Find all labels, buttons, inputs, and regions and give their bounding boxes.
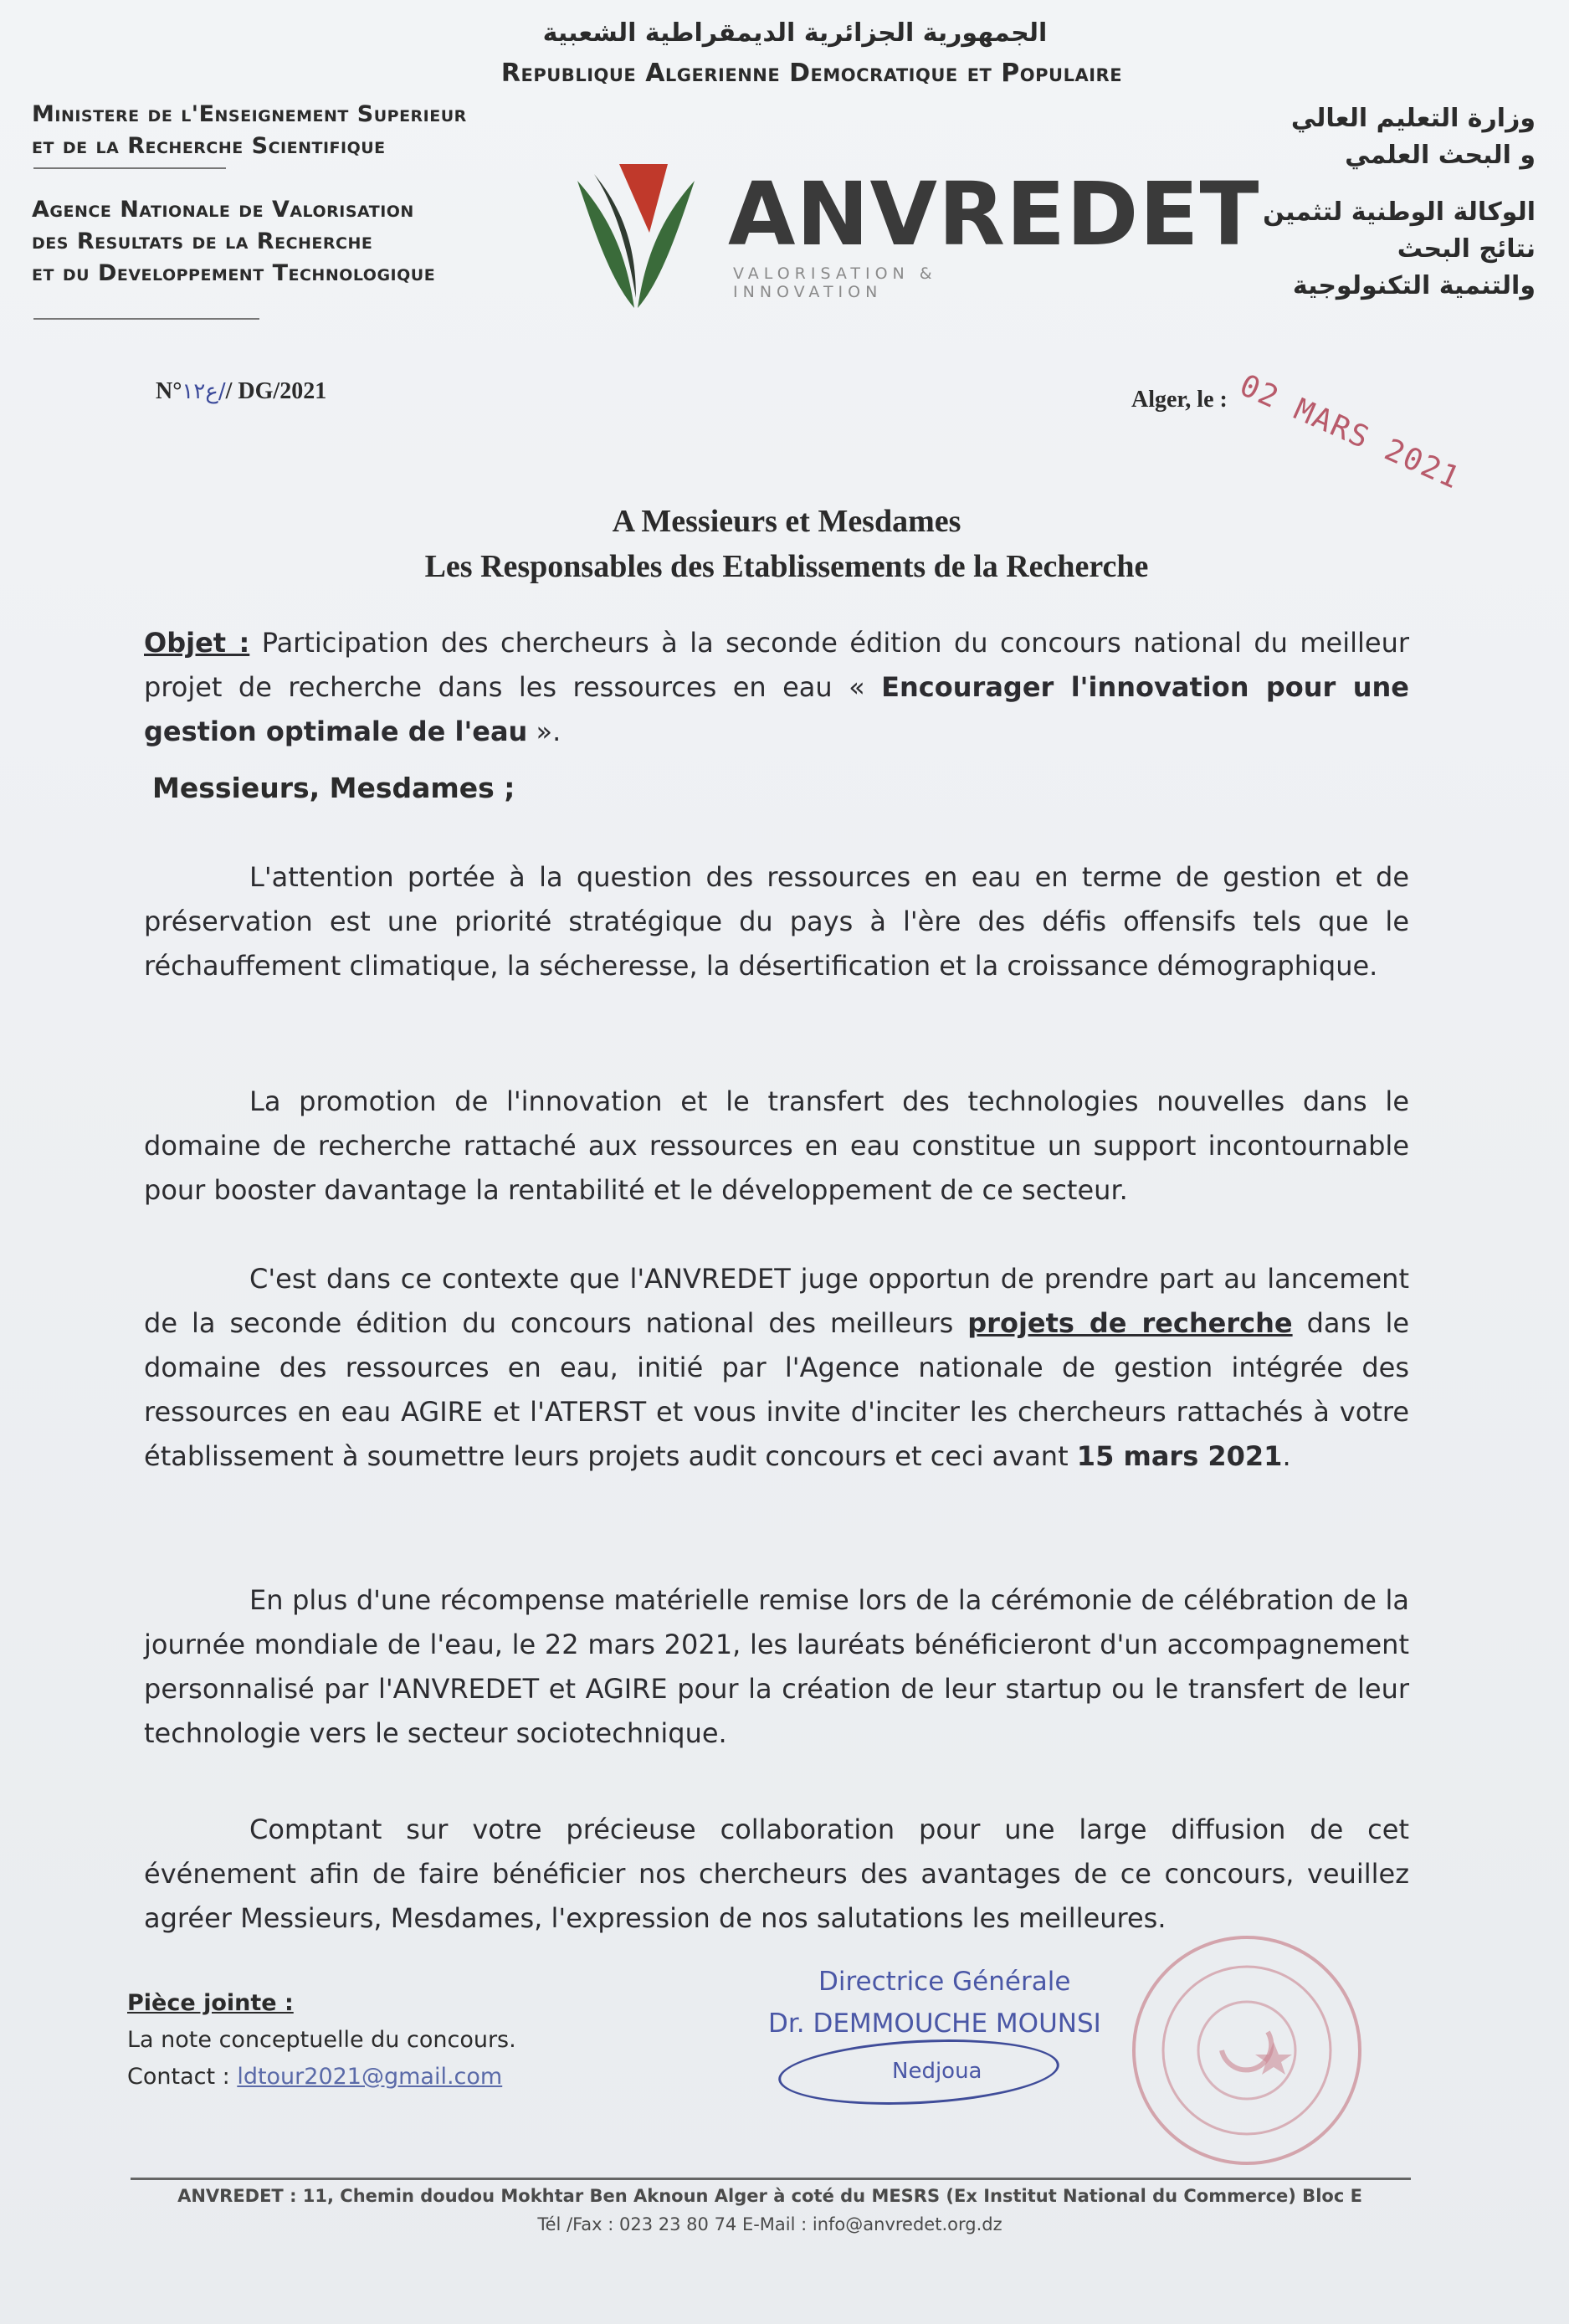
paragraph-3-part: C'est dans ce contexte que l'ANVREDET juge opportun de prendre part au lancement de la seconde édition du concours national des meilleurs [144, 1263, 1409, 1339]
contact-email-link[interactable]: ldtour2021@gmail.com [237, 2064, 503, 2090]
agency-line: des Resultats de la Recherche [32, 228, 373, 254]
reference-suffix: / DG/2021 [225, 378, 327, 404]
paragraph-3-emphasis: projets de recherche [967, 1307, 1293, 1339]
agency-line: et du Developpement Technologique [32, 260, 436, 286]
contact-label: Contact : [127, 2064, 238, 2090]
attachment-title: Pièce jointe : [127, 1990, 294, 2016]
paragraph-5: Comptant sur votre précieuse collaboration pour une large diffusion de cet événement afin de faire bénéficier nos chercheurs des avantages de ce concours, veuillez agréer Messieurs, Mesdames, l'expression de nos salutations les meilleures. [144, 1814, 1409, 1934]
arabic-republic-title: الجمهورية الجزائرية الديمقراطية الشعبية [542, 18, 1048, 48]
agency-line-ar: الوكالة الوطنية لتثمين [1263, 198, 1536, 227]
subject-paragraph [144, 621, 1409, 754]
divider [33, 318, 259, 320]
contact-line [127, 2059, 713, 2096]
signatory-title: Directrice Générale [818, 1967, 1071, 1997]
french-republic-title: Republique Algerienne Democratique et Populaire [500, 59, 1123, 88]
date-stamp: 02 MARS 2021 [1234, 368, 1466, 497]
subject-end: ». [527, 716, 561, 747]
agency-name-fr [32, 194, 567, 290]
paragraph-3-part: . [1282, 1440, 1291, 1472]
deadline-date: 15 mars 2021 [1076, 1440, 1283, 1472]
agency-line: Agence Nationale de Valorisation [32, 197, 414, 223]
paragraph-3-part: dans le domaine des ressources en eau, initié par l'Agence nationale de gestion intégrée des ressources en eau AGIRE et l'ATERST et vous invite d'inciter les chercheurs rattachés à votre établissement à soumettre leurs projets audit concours et ceci avant [144, 1307, 1410, 1472]
reference-prefix: N° [156, 378, 182, 404]
paragraph-4: En plus d'une récompense matérielle remise lors de la cérémonie de célébration de la journée mondiale de l'eau, le 22 mars 2021, les lauréats bénéficieront d'un accompagnement personnalisé par l'ANVREDET et AGIRE pour la création de leur startup ou le transfert de leur technologie vers le secteur sociotechnique. [144, 1584, 1409, 1749]
greeting: Messieurs, Mesdames ; [152, 772, 515, 804]
divider [33, 167, 226, 169]
agency-line-ar: والتنمية التكنولوجية [1292, 271, 1536, 300]
addressee-line: Les Responsables des Etablissements de la Recherche [424, 549, 1149, 584]
ministry-line-ar: و البحث العلمي [1345, 141, 1536, 170]
place-date-label: Alger, le : [1131, 387, 1228, 413]
attachment-block [127, 1985, 713, 2096]
footer-divider [131, 2178, 1411, 2180]
reference-handwritten: ع١٢/ [182, 379, 226, 404]
signature-block [761, 1967, 1197, 2134]
logo-wordmark: ANVREDET [728, 163, 1260, 265]
ministry-line: et de la Recherche Scientifique [32, 133, 386, 159]
subject-title: Encourager l'innovation pour une gestion optimale de l'eau [144, 671, 1410, 747]
ministry-line: Ministere de l'Enseignement Superieur [32, 101, 467, 127]
ministry-line-ar: وزارة التعليم العالي [1290, 104, 1536, 133]
addressee-block [134, 499, 1439, 589]
paragraph-3 [144, 1257, 1409, 1479]
anvredet-logo [569, 151, 1260, 318]
paragraph-2: La promotion de l'innovation et le transfert des technologies nouvelles dans le domaine de recherche rattaché aux ressources en eau constitue un support incontournable pour booster davantage la rentabilité et le développement de ce secteur. [144, 1085, 1409, 1206]
addressee-line: A Messieurs et Mesdames [612, 504, 961, 539]
footer-address: ANVREDET : 11, Chemin doudou Mokhtar Ben Aknoun Alger à coté du MESRS (Ex Institut National du Commerce) Bloc E [177, 2186, 1362, 2206]
subject-text: Participation des chercheurs à la seconde édition du concours national du meilleur projet de recherche dans les ressources en eau « [144, 627, 1410, 703]
signatory-first-name: Nedjoua [892, 2059, 982, 2084]
subject-label: Objet : [144, 627, 250, 659]
paragraph-1: L'attention portée à la question des ressources en eau en terme de gestion et de préservation est une priorité stratégique du pays à l'ère des défis offensifs tels que le réchauffement climatique, la sécheresse, la désertification et la croissance démographique. [144, 861, 1409, 982]
attachment-item: La note conceptuelle du concours. [127, 2027, 516, 2053]
ministry-name-fr [32, 99, 567, 162]
signatory-name: Dr. DEMMOUCHE MOUNSI [768, 2008, 1101, 2039]
logo-emblem-icon [569, 156, 711, 315]
reference-number [156, 378, 326, 405]
footer-contact: Tél /Fax : 023 23 80 74 E-Mail : info@anvredet.org.dz [537, 2214, 1002, 2234]
logo-tagline: VALORISATION & INNOVATION [733, 264, 937, 301]
agency-line-ar: نتائج البحث [1397, 234, 1536, 264]
